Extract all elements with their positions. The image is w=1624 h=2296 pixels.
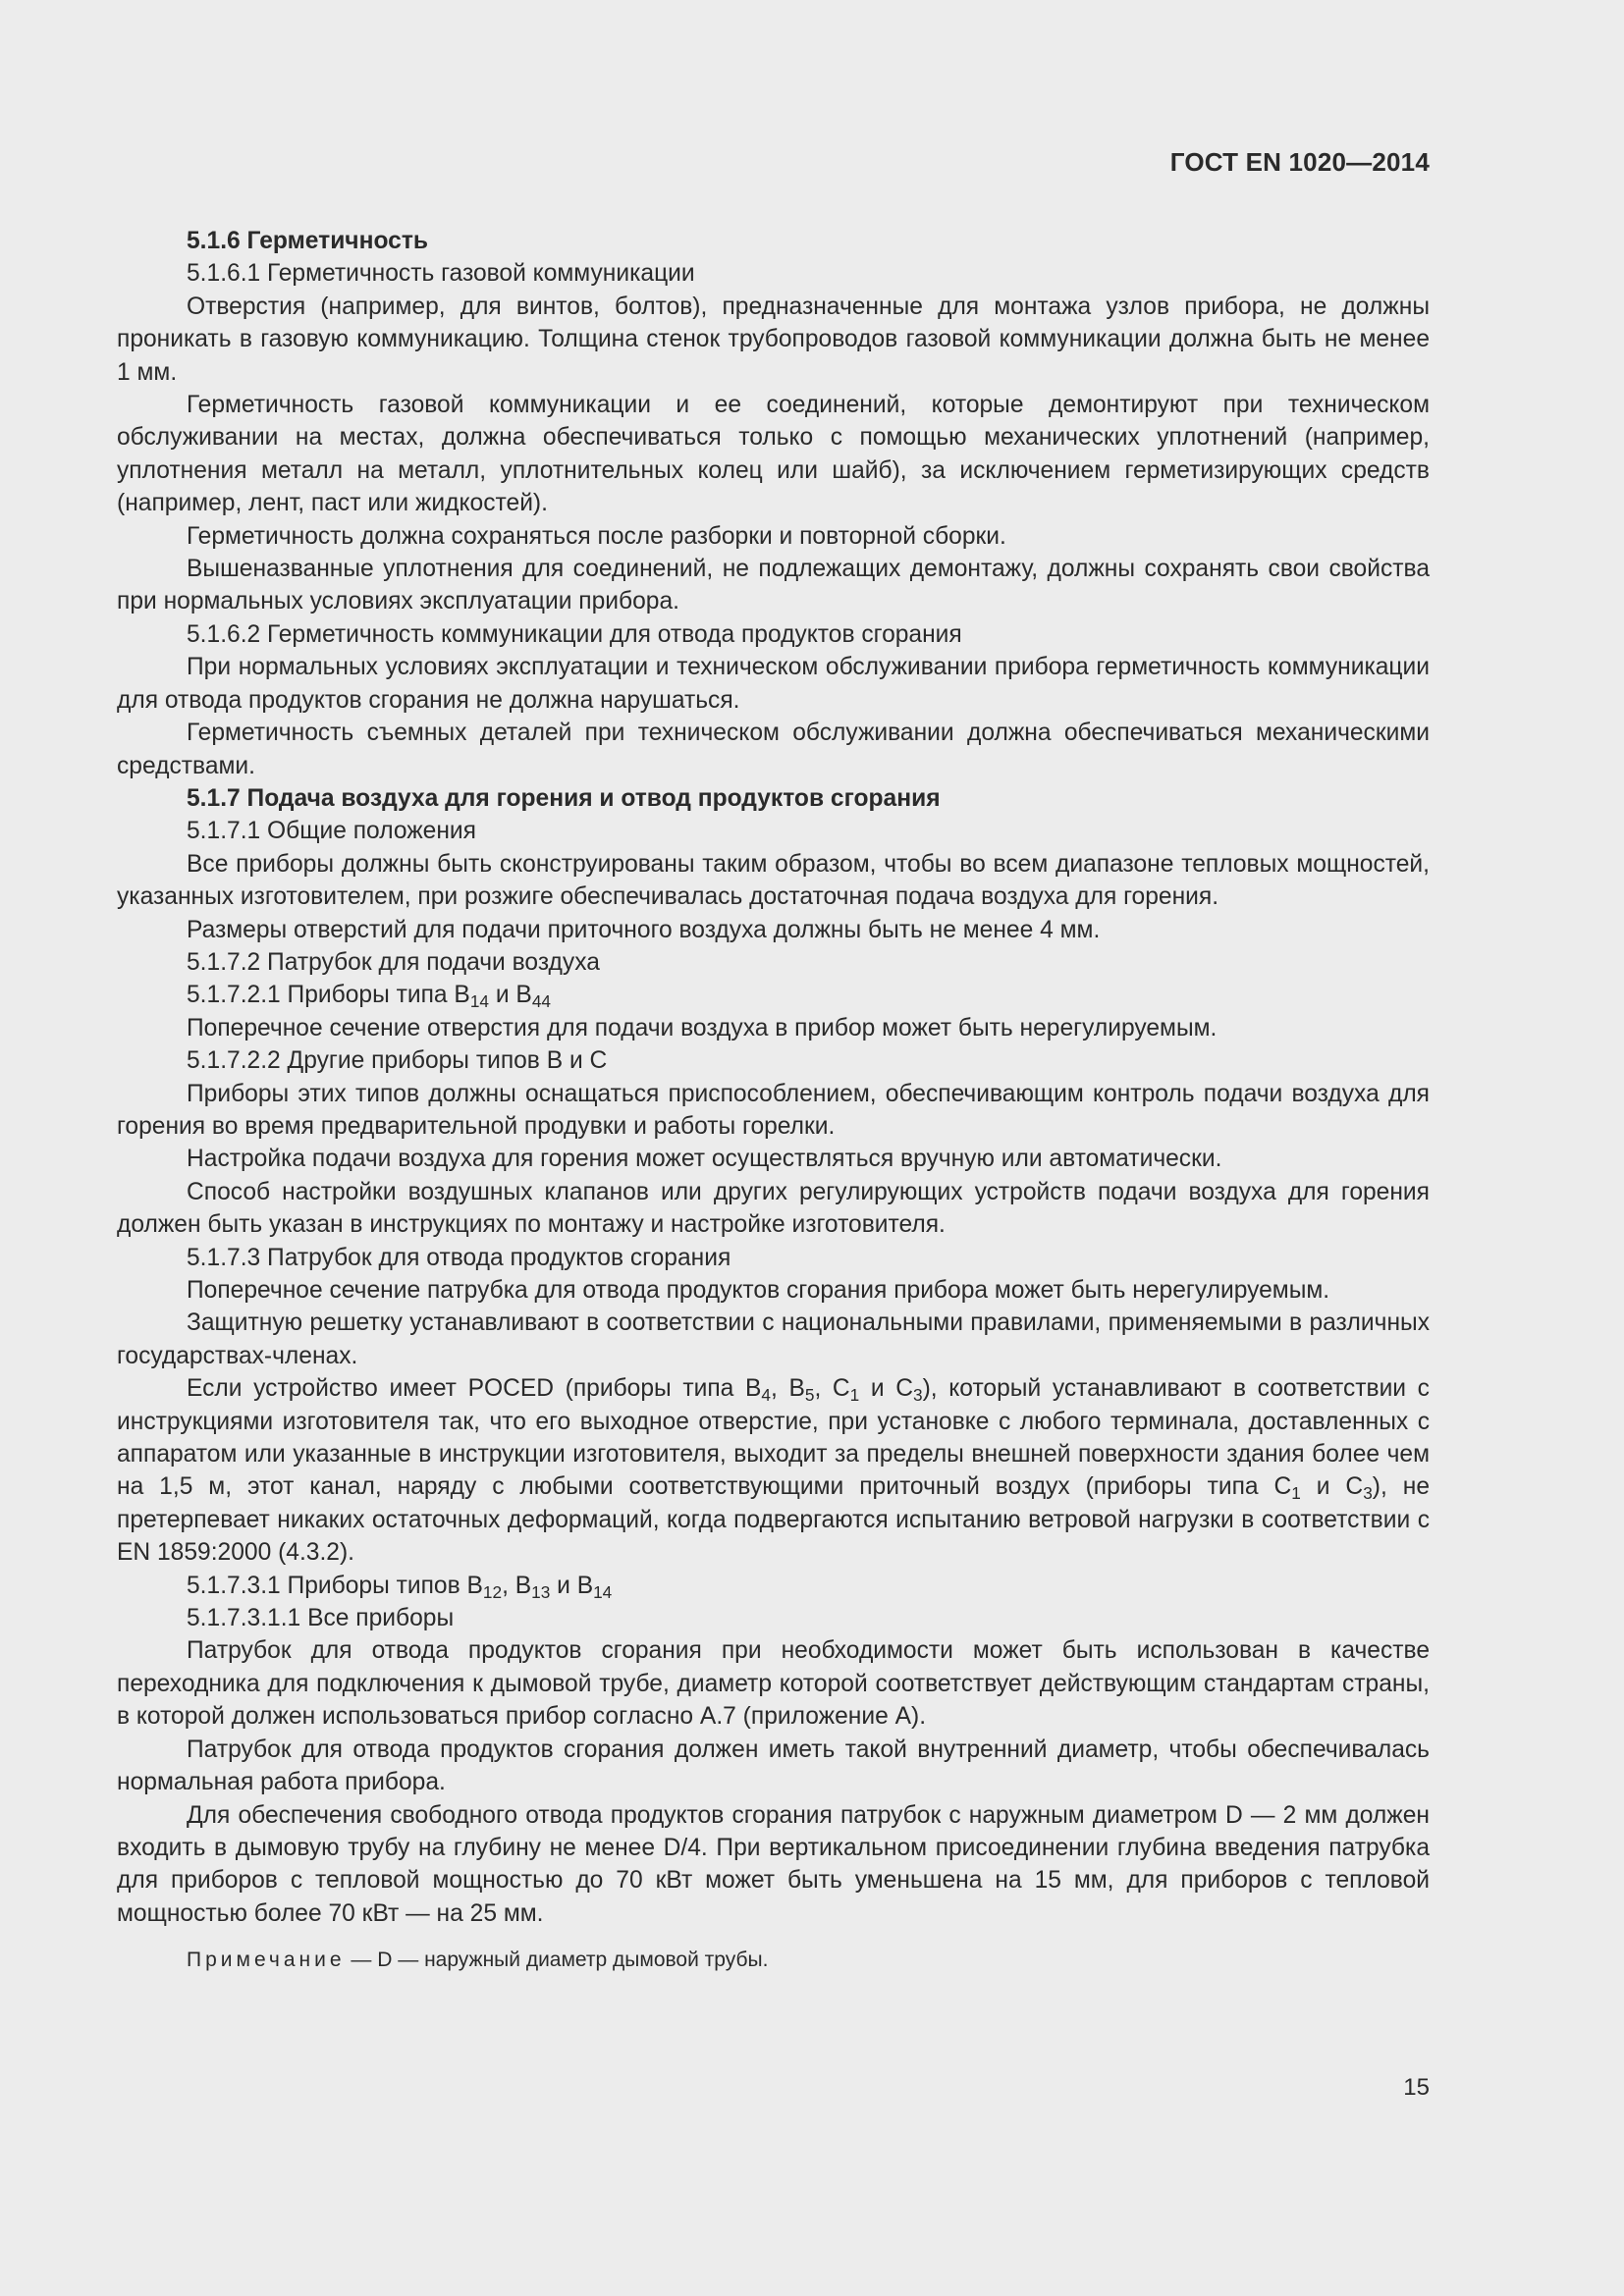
subsection-heading: 5.1.7.3 Патрубок для отвода продуктов сгорания bbox=[187, 1244, 731, 1271]
subscript: 4 bbox=[761, 1385, 771, 1406]
heading-text: 5.1.7.2.1 Приборы типа B bbox=[187, 982, 470, 1009]
paragraph-text: и C bbox=[1300, 1473, 1364, 1501]
note bbox=[117, 1944, 1430, 1976]
document-header: ГОСТ EN 1020—2014 bbox=[1169, 147, 1430, 177]
subsection-heading: 5.1.7.2.2 Другие приборы типов B и C bbox=[187, 1047, 608, 1075]
paragraph: Поперечное сечение отверстия для подачи воздуха в прибор может быть нерегулируемым. bbox=[187, 1014, 1218, 1041]
paragraph-text: и C bbox=[859, 1375, 914, 1403]
heading-text: 5.1.7.3.1 Приборы типов B bbox=[187, 1572, 483, 1599]
subscript: 14 bbox=[469, 991, 489, 1012]
heading-text: и B bbox=[550, 1572, 594, 1599]
subsection-heading: 5.1.7.3.1.1 Все приборы bbox=[187, 1605, 455, 1632]
subsection-heading: 5.1.6.2 Герметичность коммуникации для отвода продуктов сгорания bbox=[187, 620, 962, 648]
paragraph-text: , C bbox=[814, 1375, 850, 1403]
subsection-heading bbox=[117, 1570, 1430, 1602]
heading-text: и B bbox=[489, 982, 532, 1009]
subscript: 5 bbox=[804, 1385, 815, 1406]
paragraph: Все приборы должны быть сконструированы таким образом, чтобы во всем диапазоне тепловых мощностей, указанных изготовителем, при розжиге обеспечивалась достаточная подача воздуха для горения. bbox=[117, 850, 1430, 911]
paragraph: Отверстия (например, для винтов, болтов), предназначенные для монтажа узлов прибора, не должны проникать в газовую коммуникацию. Толщина стенок трубопроводов газовой коммуникации должна быть не менее 1 мм. bbox=[117, 293, 1430, 386]
page-number: 15 bbox=[1403, 2074, 1430, 2101]
subscript: 44 bbox=[531, 991, 551, 1012]
paragraph: Герметичность должна сохраняться после разборки и повторной сборки. bbox=[187, 522, 1006, 550]
paragraph: Патрубок для отвода продуктов сгорания при необходимости может быть использован в качестве переходника для подключения к дымовой трубе, диаметр которой соответствует действующим стандартам страны, в которой должен использоваться прибор согласно А.7 (приложение А). bbox=[117, 1637, 1430, 1731]
subsection-heading: 5.1.7.1 Общие положения bbox=[187, 818, 476, 845]
paragraph-text: , B bbox=[770, 1375, 805, 1403]
paragraph-text: ), который устанавливают в соответствии с инструкциями изготовителя так, что его выходное отверстие, при установке с любого терминала, доставленных с аппаратом или указанные в инструкции изготовителя, выходит за пределы внешней поверхности здания более чем на 1,5 м, этот канал, наряду с любыми соответствующими приточный воздух (приборы типа C bbox=[117, 1375, 1430, 1501]
paragraph: Герметичность съемных деталей при техническом обслуживании должна обеспечиваться механическими средствами. bbox=[117, 720, 1430, 779]
paragraph: Приборы этих типов должны оснащаться приспособлением, обеспечивающим контроль подачи воздуха для горения во время предварительной продувки и работы горелки. bbox=[117, 1080, 1430, 1140]
paragraph-text: Если устройство имеет POCED (приборы типа B bbox=[187, 1375, 762, 1403]
paragraph bbox=[117, 1372, 1430, 1569]
paragraph: Вышеназванные уплотнения для соединений, не подлежащих демонтажу, должны сохранять свои свойства при нормальных условиях эксплуатации прибора. bbox=[117, 556, 1430, 615]
paragraph: Настройка подачи воздуха для горения может осуществляться вручную или автоматически. bbox=[187, 1146, 1222, 1173]
paragraph: Поперечное сечение патрубка для отвода продуктов сгорания прибора может быть нерегулируемым. bbox=[187, 1277, 1330, 1304]
subscript: 3 bbox=[1363, 1483, 1373, 1504]
section-heading-5-1-7: 5.1.7 Подача воздуха для горения и отвод продуктов сгорания bbox=[187, 784, 941, 812]
subsection-heading bbox=[117, 979, 1430, 1011]
paragraph: Защитную решетку устанавливают в соответствии с национальными правилами, применяемыми в различных государствах-членах. bbox=[117, 1309, 1430, 1369]
paragraph: Герметичность газовой коммуникации и ее соединений, которые демонтируют при техническом обслуживании на местах, должна обеспечиваться только с помощью механических уплотнений (например, уплотнения металл на металл, уплотнительных колец или шайб), за исключением герметизирующих средств (например, лент, паст или жидкостей). bbox=[117, 392, 1430, 517]
paragraph: Способ настройки воздушных клапанов или других регулирующих устройств подачи воздуха для горения должен быть указан в инструкциях по монтажу и настройке изготовителя. bbox=[117, 1178, 1430, 1239]
subsection-heading: 5.1.6.1 Герметичность газовой коммуникации bbox=[187, 260, 695, 288]
subscript: 3 bbox=[913, 1385, 923, 1406]
note-label: Примечание bbox=[187, 1949, 346, 1972]
document-body bbox=[117, 225, 1430, 1977]
paragraph: Для обеспечения свободного отвода продуктов сгорания патрубок с наружным диаметром D — 2 мм должен входить в дымовую трубу на глубину не менее D/4. При вертикальном присоединении глубина введения патрубка для приборов с тепловой мощностью до 70 кВт может быть уменьшена на 15 мм, для приборов с тепловой мощностью более 70 кВт — на 25 мм. bbox=[117, 1801, 1430, 1927]
paragraph: Размеры отверстий для подачи приточного воздуха должны быть не менее 4 мм. bbox=[187, 916, 1101, 943]
subscript: 1 bbox=[849, 1385, 860, 1406]
paragraph: При нормальных условиях эксплуатации и техническом обслуживании прибора герметичность коммуникации для отвода продуктов сгорания не должна нарушаться. bbox=[117, 654, 1430, 714]
subsection-heading: 5.1.7.2 Патрубок для подачи воздуха bbox=[187, 948, 600, 976]
subscript: 1 bbox=[1291, 1483, 1301, 1504]
subscript: 14 bbox=[593, 1581, 613, 1602]
heading-text: , B bbox=[502, 1572, 532, 1599]
paragraph-text: ), не претерпевает никаких остаточных деформаций, когда подвергаются испытанию ветровой нагрузки в соответствии с EN 1859:2000 (4.3.2). bbox=[117, 1473, 1430, 1567]
subscript: 13 bbox=[531, 1581, 551, 1602]
note-text: — D — наружный диаметр дымовой трубы. bbox=[345, 1949, 769, 1972]
subscript: 12 bbox=[482, 1581, 503, 1602]
paragraph: Патрубок для отвода продуктов сгорания должен иметь такой внутренний диаметр, чтобы обеспечивалась нормальная работа прибора. bbox=[117, 1735, 1430, 1796]
section-heading-5-1-6: 5.1.6 Герметичность bbox=[187, 228, 428, 254]
